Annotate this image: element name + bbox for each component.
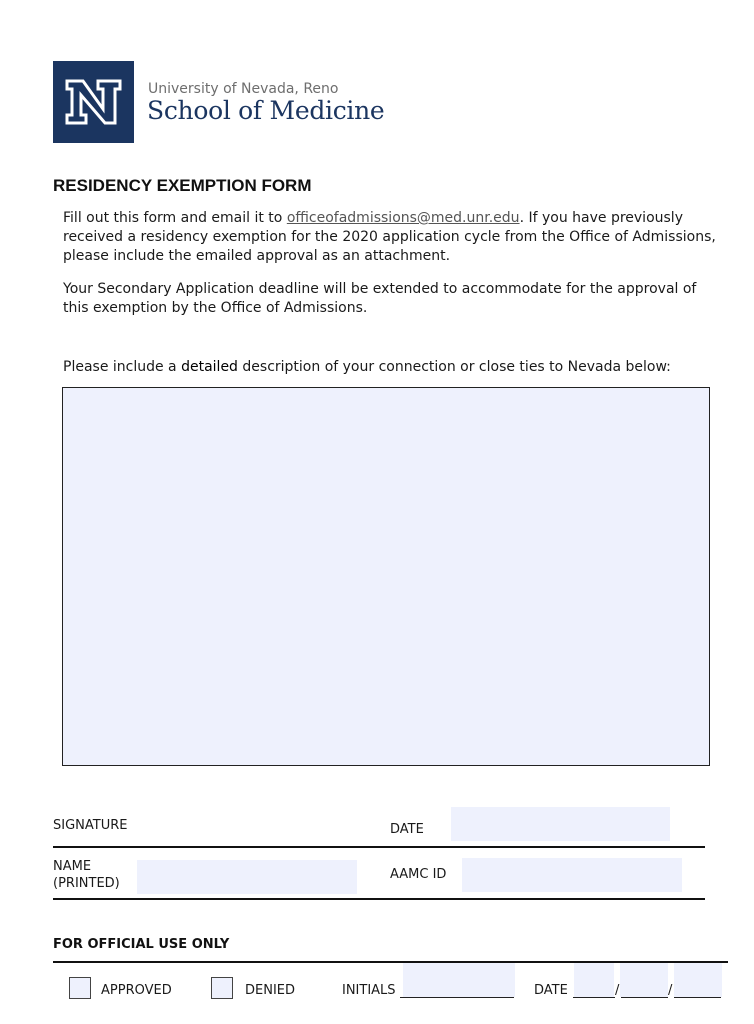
aamc-id-input[interactable] [462, 858, 682, 892]
date-separator-1: / [615, 983, 620, 998]
name-divider [53, 898, 705, 900]
instructions-text-start: Fill out this form and email it to [63, 210, 287, 226]
deadline-paragraph: Your Secondary Application deadline will be extended to accommodate for the approval of this exemption by the Office of Admissions. [63, 281, 697, 316]
year-underline [674, 983, 721, 998]
name-label [53, 858, 120, 892]
instructions-paragraph [63, 209, 723, 266]
university-logo [53, 61, 134, 143]
signature-label: SIGNATURE [53, 818, 128, 833]
name-label-line1: NAME [53, 859, 92, 874]
month-underline [573, 983, 615, 998]
description-prompt [63, 358, 723, 377]
official-date-label: DATE [534, 983, 568, 998]
approved-checkbox[interactable] [69, 977, 91, 999]
form-title: RESIDENCY EXEMPTION FORM [53, 176, 312, 195]
prompt-text-end: description of your connection or close ties to Nevada below: [237, 359, 671, 375]
name-label-line2: (PRINTED) [53, 876, 120, 891]
date-separator-2: / [668, 983, 673, 998]
description-textarea[interactable] [63, 388, 709, 765]
school-name: School of Medicine [147, 96, 385, 125]
approved-label: APPROVED [101, 983, 172, 998]
initials-label: INITIALS [342, 983, 396, 998]
university-name: University of Nevada, Reno [148, 81, 339, 97]
printed-name-input[interactable] [137, 860, 357, 894]
day-underline [621, 983, 668, 998]
prompt-text-start: Please include a [63, 359, 182, 375]
official-use-title: FOR OFFICIAL USE ONLY [53, 937, 230, 952]
denied-label: DENIED [245, 983, 296, 998]
prompt-emphasis: detailed [181, 359, 238, 375]
admissions-email-link[interactable]: officeofadmissions@med.unr.edu [286, 210, 520, 226]
signature-date-input[interactable] [451, 807, 670, 841]
aamc-id-label: AAMC ID [390, 867, 447, 882]
description-field-container [62, 387, 710, 766]
denied-checkbox[interactable] [211, 977, 233, 999]
signature-divider [53, 846, 705, 848]
signature-date-label: DATE [390, 822, 424, 837]
instructions-text-end: . If you have previously received a residency exemption for the 2020 application cycle from the Office of Admissions, please include the emailed approval as an attachment. [63, 210, 716, 264]
initials-underline [400, 983, 514, 998]
block-n-logo-icon [53, 61, 134, 143]
